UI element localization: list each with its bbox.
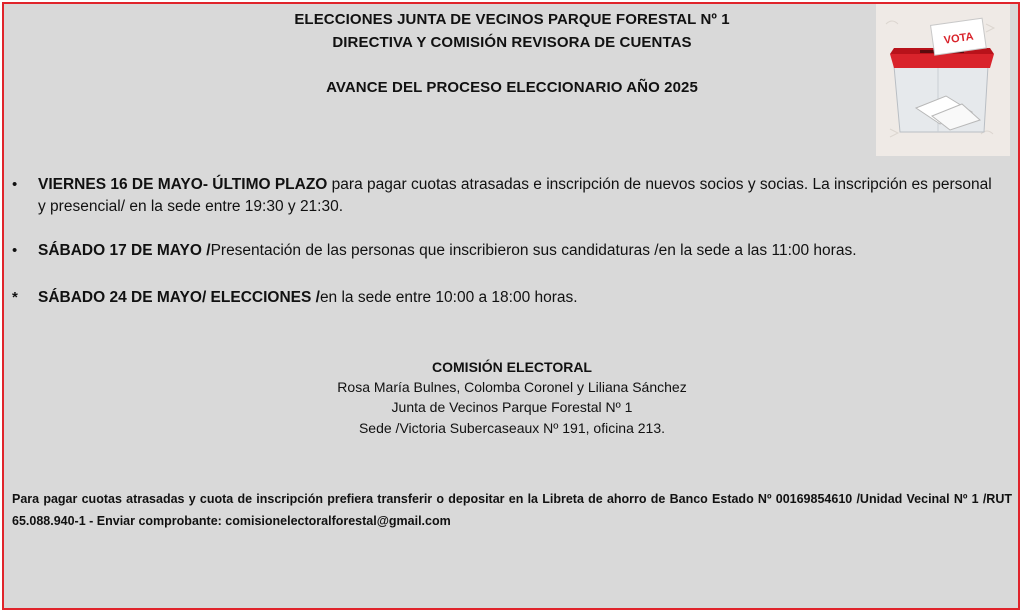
item-text: para pagar cuotas atrasadas e inscripción de nuevos socios y socias. La inscripción es personal y presencial/ en la sede entre 19:30 y 21:30.	[38, 176, 992, 215]
commission-address: Sede /Victoria Subercaseaux Nº 191, oficina 213.	[358, 420, 666, 436]
item-text: en la sede entre 10:00 a 18:00 horas.	[319, 289, 578, 306]
bullet-marker: *	[12, 289, 18, 306]
list-item	[38, 240, 1003, 262]
header-subtitle: DIRECTIVA Y COMISIÓN REVISORA DE CUENTAS	[332, 34, 692, 51]
ballot-box-icon	[876, 4, 1010, 156]
commission-title: COMISIÓN ELECTORAL	[432, 359, 592, 375]
svg-text:VOTA: VOTA	[943, 30, 975, 47]
bullet-marker: •	[12, 176, 18, 193]
header-process-title: AVANCE DEL PROCESO ELECCIONARIO AÑO 2025	[326, 79, 698, 96]
item-date: SÁBADO 17 DE MAYO /	[38, 242, 211, 259]
bullet-marker: •	[12, 242, 18, 259]
item-date: VIERNES 16 DE MAYO- ÚLTIMO PLAZO	[38, 176, 328, 193]
commission-members: Rosa María Bulnes, Colomba Coronel y Liliana Sánchez	[337, 379, 687, 395]
payment-instructions: Para pagar cuotas atrasadas y cuota de inscripción prefiera transferir o depositar en la Libreta de ahorro de Banco Estado Nº 00169854610 /Unidad Vecinal Nº 1 /RUT 65.088.940-1 - Enviar comprobante: comisionelectoralforestal@gmail.com	[12, 492, 1012, 528]
list-item	[38, 287, 1003, 309]
item-date: SÁBADO 24 DE MAYO/ ELECCIONES /	[38, 289, 320, 306]
commission-org: Junta de Vecinos Parque Forestal Nº 1	[391, 399, 633, 415]
item-text: Presentación de las personas que inscribieron sus candidaturas /en la sede a las 11:00 horas.	[210, 242, 857, 259]
header-title: ELECCIONES JUNTA DE VECINOS PARQUE FORESTAL Nº 1	[294, 11, 730, 28]
ballot-box-image	[876, 4, 1010, 156]
list-item	[38, 174, 1003, 218]
